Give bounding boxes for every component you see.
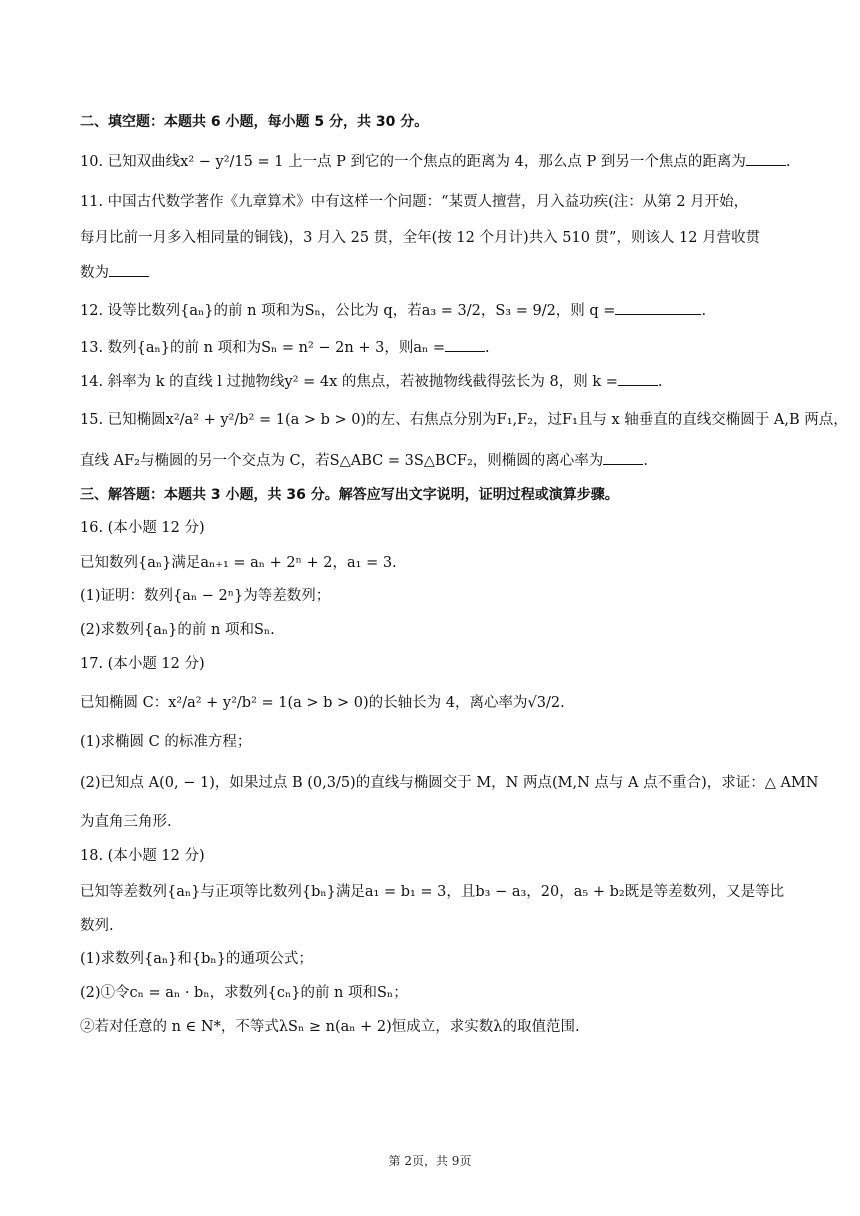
question-11-line1: 11. 中国古代数学著作《九章算术》中有这样一个问题：“某贾人擅营，月入益功疾(注：从第 2 月开始， — [80, 194, 749, 210]
answer-blank — [746, 151, 786, 166]
question-12-text: 12. 设等比数列{aₙ}的前 n 项和为Sₙ，公比为 q，若a₃ = 3/2，S₃ = 9/2，则 q = — [80, 303, 616, 319]
question-16-part2: (2)求数列{aₙ}的前 n 项和Sₙ. — [80, 622, 275, 638]
question-16-title: 16. (本小题 12 分) — [80, 520, 205, 536]
question-14: 14. 斜率为 k 的直线 l 过抛物线y² = 4x 的焦点，若被抛物线截得弦长为 8，则 k = . — [80, 371, 790, 392]
answer-blank — [445, 337, 485, 352]
question-13-text: 13. 数列{aₙ}的前 n 项和为Sₙ = n² − 2n + 3，则aₙ = — [80, 340, 446, 356]
question-18-part3: ②若对任意的 n ∈ N*，不等式λSₙ ≥ n(aₙ + 2)恒成立，求实数λ的取值范围. — [80, 1019, 580, 1035]
question-12: 12. 设等比数列{aₙ}的前 n 项和为Sₙ，公比为 q，若a₃ = 3/2，S₃ = 9/2，则 q = . — [80, 300, 790, 321]
question-15-text: 直线 AF₂与椭圆的另一个交点为 C，若S△ABC = 3S△BCF₂，则椭圆的离心率为 — [80, 453, 604, 469]
question-15-line2: 直线 AF₂与椭圆的另一个交点为 C，若S△ABC = 3S△BCF₂，则椭圆的离心率为 . — [80, 450, 790, 471]
page-number-footer: 第 2页，共 9页 — [388, 1154, 472, 1168]
question-17-title: 17. (本小题 12 分) — [80, 656, 205, 672]
question-11-text-end: 数为 — [80, 265, 109, 281]
answer-blank — [618, 371, 658, 386]
question-17-part2-line2: 为直角三角形. — [80, 814, 172, 830]
question-18-part1: (1)求数列{aₙ}和{bₙ}的通项公式； — [80, 951, 313, 967]
answer-blank — [603, 450, 643, 465]
section-3-header: 三、解答题：本题共 3 小题，共 36 分。解答应写出文字说明，证明过程或演算步骤。 — [80, 487, 619, 503]
question-16-stem: 已知数列{aₙ}满足aₙ₊₁ = aₙ + 2ⁿ + 2，a₁ = 3. — [80, 555, 397, 571]
question-17-stem: 已知椭圆 C：x²/a² + y²/b² = 1(a > b > 0)的长轴长为 4，离心率为√3/2. — [80, 695, 565, 711]
question-14-text: 14. 斜率为 k 的直线 l 过抛物线y² = 4x 的焦点，若被抛物线截得弦长为 8，则 k = — [80, 374, 618, 390]
question-16-part1: (1)证明：数列{aₙ − 2ⁿ}为等差数列； — [80, 588, 331, 604]
answer-blank — [109, 262, 149, 277]
question-10: 10. 已知双曲线x² − y²/15 = 1 上一点 P 到它的一个焦点的距离为 4，那么点 P 到另一个焦点的距离为 . — [80, 151, 790, 172]
question-18-title: 18. (本小题 12 分) — [80, 848, 205, 864]
question-10-text: 10. 已知双曲线x² − y²/15 = 1 上一点 P 到它的一个焦点的距离为 4，那么点 P 到另一个焦点的距离为 — [80, 154, 746, 170]
question-13: 13. 数列{aₙ}的前 n 项和为Sₙ = n² − 2n + 3，则aₙ = . — [80, 337, 790, 358]
question-11-line3 — [80, 262, 790, 283]
question-11-line2: 每月比前一月多入相同量的铜钱)，3 月入 25 贯，全年(按 12 个月计)共入 510 贯”，则该人 12 月营收贯 — [80, 230, 761, 246]
question-17-part1: (1)求椭圆 C 的标准方程； — [80, 734, 252, 750]
answer-blank — [615, 300, 701, 315]
section-2-header: 二、填空题：本题共 6 小题，每小题 5 分，共 30 分。 — [80, 114, 429, 130]
question-18-stem-line2: 数列. — [80, 918, 114, 934]
question-15-line1: 15. 已知椭圆x²/a² + y²/b² = 1(a > b > 0)的左、右焦点分别为F₁,F₂，过F₁且与 x 轴垂直的直线交椭圆于 A,B 两点， — [80, 412, 848, 428]
question-18-part2: (2)①令cₙ = aₙ · bₙ，求数列{cₙ}的前 n 项和Sₙ； — [80, 985, 408, 1001]
question-18-stem-line1: 已知等差数列{aₙ}与正项等比数列{bₙ}满足a₁ = b₁ = 3，且b₃ − a₃，20，a₅ + b₂既是等差数列，又是等比 — [80, 884, 785, 900]
question-17-part2-line1: (2)已知点 A(0, − 1)，如果过点 B (0,3/5)的直线与椭圆交于 M，N 两点(M,N 点与 A 点不重合)，求证：△ AMN — [80, 775, 819, 791]
